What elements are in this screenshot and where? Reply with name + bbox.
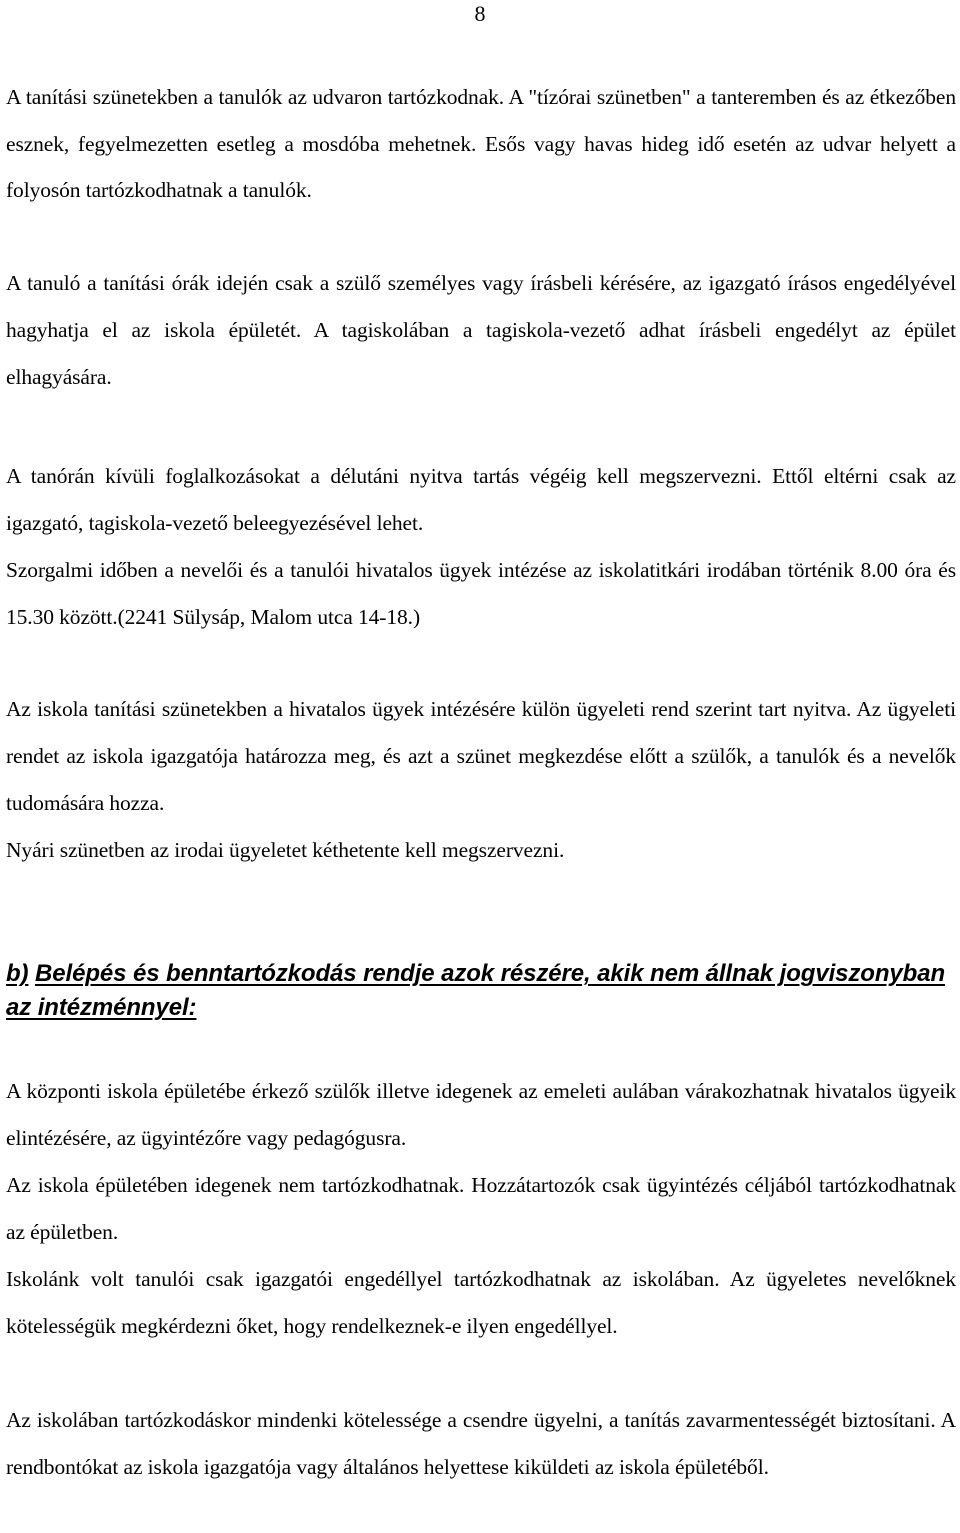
paragraph-extracurricular: A tanórán kívüli foglalkozásokat a délutáni nyitva tartás végéig kell megszervezni. Ettől eltérni csak az igazgató, tagiskola-vezető beleegyezésével lehet. xyxy=(6,464,956,535)
paragraph-summer-duty: Nyári szünetben az irodai ügyeletet kéthetente kell megszervezni. xyxy=(6,838,565,862)
paragraph-visitors-waiting: A központi iskola épületébe érkező szülők illetve idegenek az emeleti aulában várakozhatnak hivatalos ügyeik elintézésére, az ügyintézőre vagy pedagógusra. xyxy=(6,1079,956,1150)
section-heading-label: b) xyxy=(6,960,29,987)
section-heading xyxy=(6,957,956,1025)
paragraph-holiday-duty: Az iskola tanítási szünetekben a hivatalos ügyek intézésére külön ügyeleti rend szerint tart nyitva. Az ügyeleti rendet az iskola igazgatója határozza meg, és azt a szünet megkezdése előtt a szülők, a tanulók és a nevelők tudomására hozza. xyxy=(6,697,956,815)
paragraph-former-students: Iskolánk volt tanulói csak igazgatói engedéllyel tartózkodhatnak az iskolában. Az ügyeletes nevelőknek kötelességük megkérdezni őket, hogy rendelkeznek-e ilyen engedéllyel. xyxy=(6,1267,956,1338)
paragraph-office-hours: Szorgalmi időben a nevelői és a tanulói hivatalos ügyek intézése az iskolatitkári irodában történik 8.00 óra és 15.30 között.(2241 Sülysáp, Malom utca 14-18.) xyxy=(6,558,956,629)
page-number: 8 xyxy=(474,1,486,26)
paragraph-breaks-location: A tanítási szünetekben a tanulók az udvaron tartózkodnak. A "tízórai szünetben" a tanteremben és az étkezőben esznek, fegyelmezetten esetleg a mosdóba mehetnek. Esős vagy havas hideg idő esetén az udvar helyett a folyosón tartózkodhatnak a tanulók. xyxy=(6,85,956,202)
paragraph-leaving-building: A tanuló a tanítási órák idején csak a szülő személyes vagy írásbeli kérésére, az igazgató írásos engedélyével hagyhatja el az iskola épületét. A tagiskolában a tagiskola-vezető adhat írásbeli engedélyt az épület elhagyására. xyxy=(6,271,956,389)
paragraph-quiet-rule: Az iskolában tartózkodáskor mindenki kötelessége a csendre ügyelni, a tanítás zavarmentességét biztosítani. A rendbontókat az iskola igazgatója vagy általános helyettese kiküldeti az iskola épületéből. xyxy=(6,1408,956,1479)
paragraph-strangers: Az iskola épületében idegenek nem tartózkodhatnak. Hozzátartozók csak ügyintézés céljából tartózkodhatnak az épületben. xyxy=(6,1173,956,1244)
section-heading-text: Belépés és benntartózkodás rendje azok részére, akik nem állnak jogviszonyban az intézménnyel: xyxy=(6,960,946,1021)
